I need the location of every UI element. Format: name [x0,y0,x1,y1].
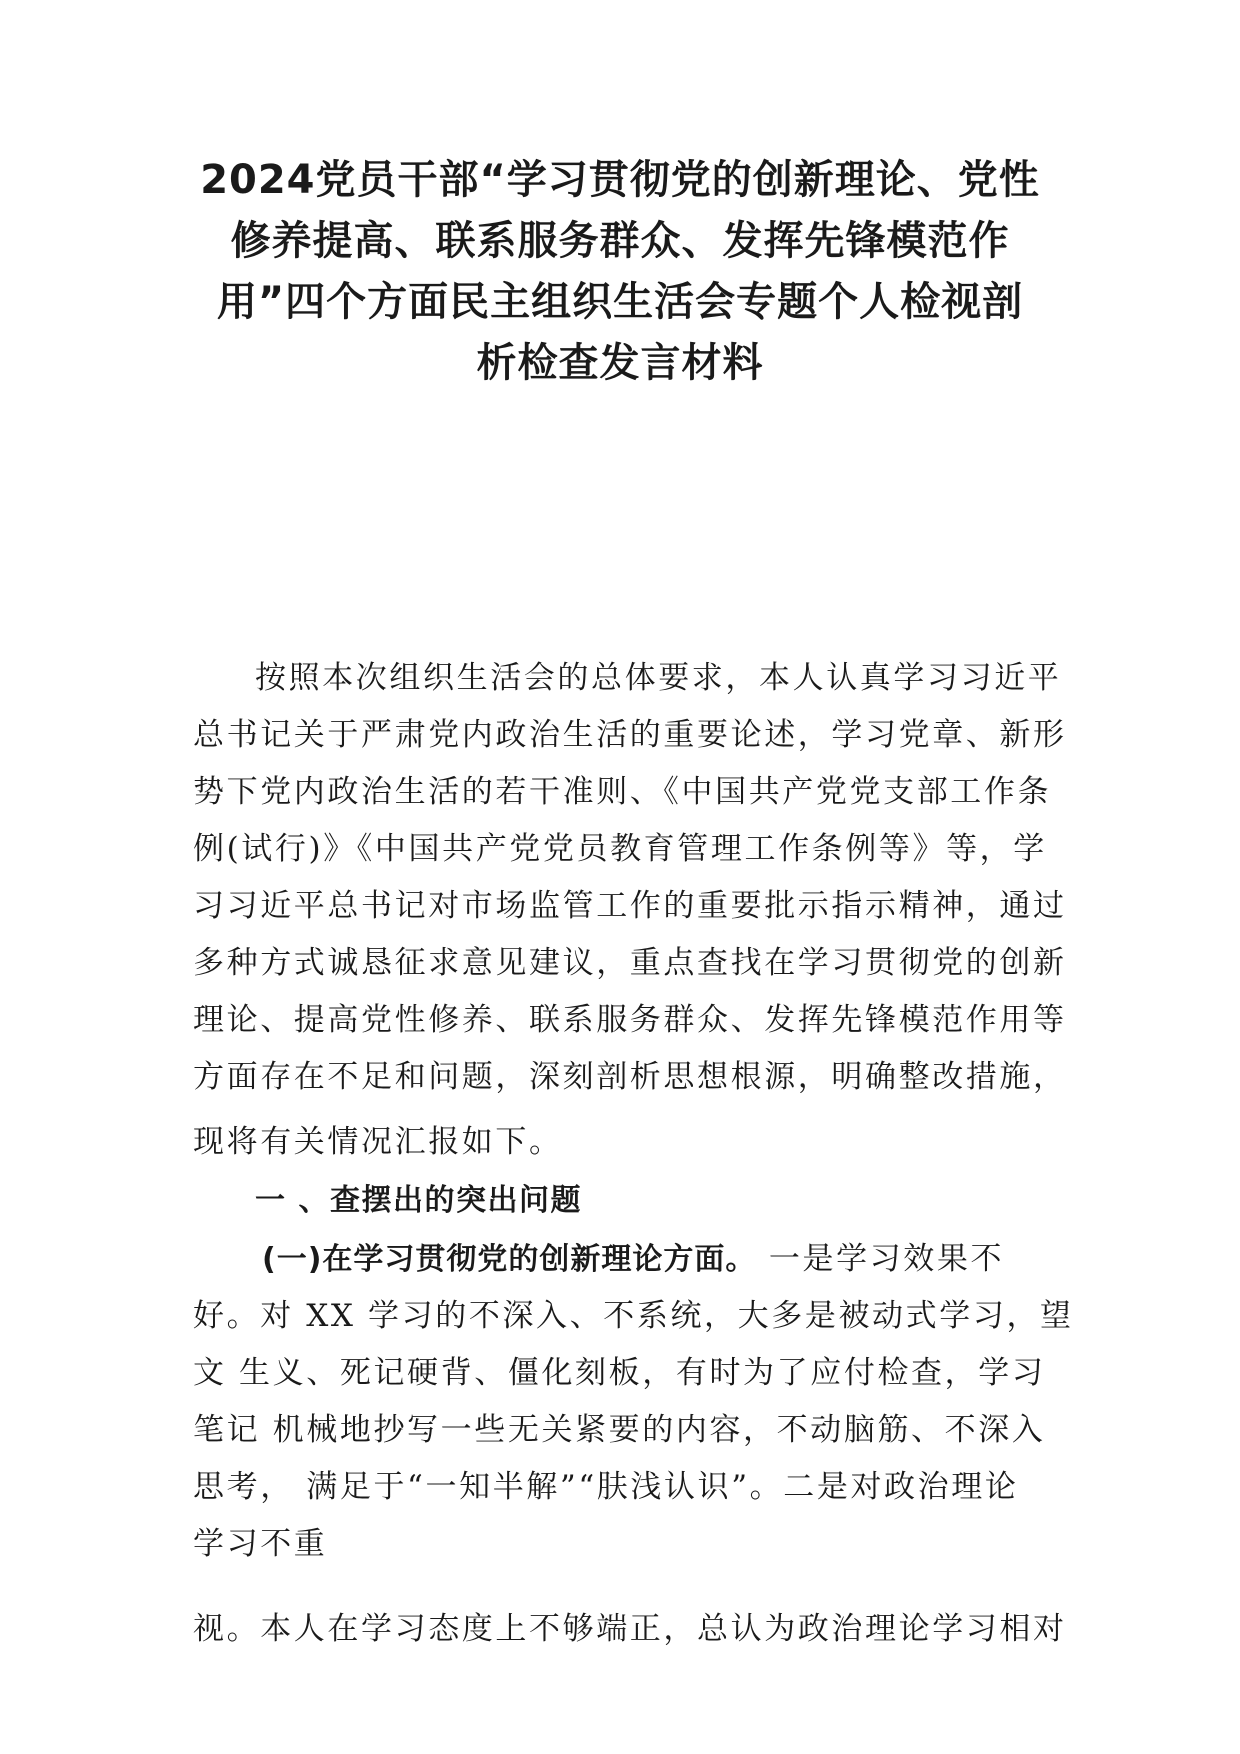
paragraph-line: 好。对 XX 学习的不深入、不系统，大多是被动式学习，望 [193,1298,1074,1334]
paragraph-line: 势下党内政治生活的若干准则、《中国共产党党支部工作条 [193,774,1052,810]
paragraph-line: 理论、提高党性修养、联系服务群众、发挥先锋模范作用等 [193,1002,1067,1038]
paragraph-line: 视。本人在学习态度上不够端正，总认为政治理论学习相对 [193,1611,1067,1647]
paragraph-line: 文 生义、死记硬背、僵化刻板，有时为了应付检查，学习 [193,1355,1046,1391]
title-line: 2024党员干部“学习贯彻党的创新理论、党性 [200,157,1040,203]
paragraph-line: 方面存在不足和问题，深刻剖析思想根源，明确整改措施， [193,1059,1067,1095]
title-line: 用”四个方面民主组织生活会专题个人检视剖 [216,279,1024,325]
paragraph-line: 思考， 满足于“一知半解”“肤浅认识”。二是对政治理论 [193,1469,1019,1505]
paragraph-line: 学习不重 [193,1526,328,1562]
subsection-heading: (一)在学习贯彻党的创新理论方面。 [262,1242,757,1277]
document-title [180,150,1060,394]
title-line: 修养提高、联系服务群众、发挥先锋模范作 [230,218,1010,264]
paragraph-text: 一是学习效果不 [756,1241,1005,1277]
paragraph-line: 多种方式诚恳征求意见建议，重点查找在学习贯彻党的创新 [193,945,1067,981]
paragraph-line: 笔记 机械地抄写一些无关紧要的内容，不动脑筋、不深入 [193,1412,1046,1448]
title-line: 析检查发言材料 [476,340,764,386]
paragraph-line: 例(试行)》《中国共产党党员教育管理工作条例等》等，学 [193,831,1047,867]
section-heading: 一 、查摆出的突出问题 [255,1183,582,1218]
paragraph-line: 现将有关情况汇报如下。 [193,1124,563,1160]
paragraph-line: 总书记关于严肃党内政治生活的重要论述，学习党章、新形 [193,717,1067,753]
paragraph-line: 习习近平总书记对市场监管工作的重要批示指示精神，通过 [193,888,1067,924]
paragraph-line-with-lead [262,1233,1004,1278]
paragraph-line: 按照本次组织生活会的总体要求，本人认真学习习近平 [255,660,1062,696]
